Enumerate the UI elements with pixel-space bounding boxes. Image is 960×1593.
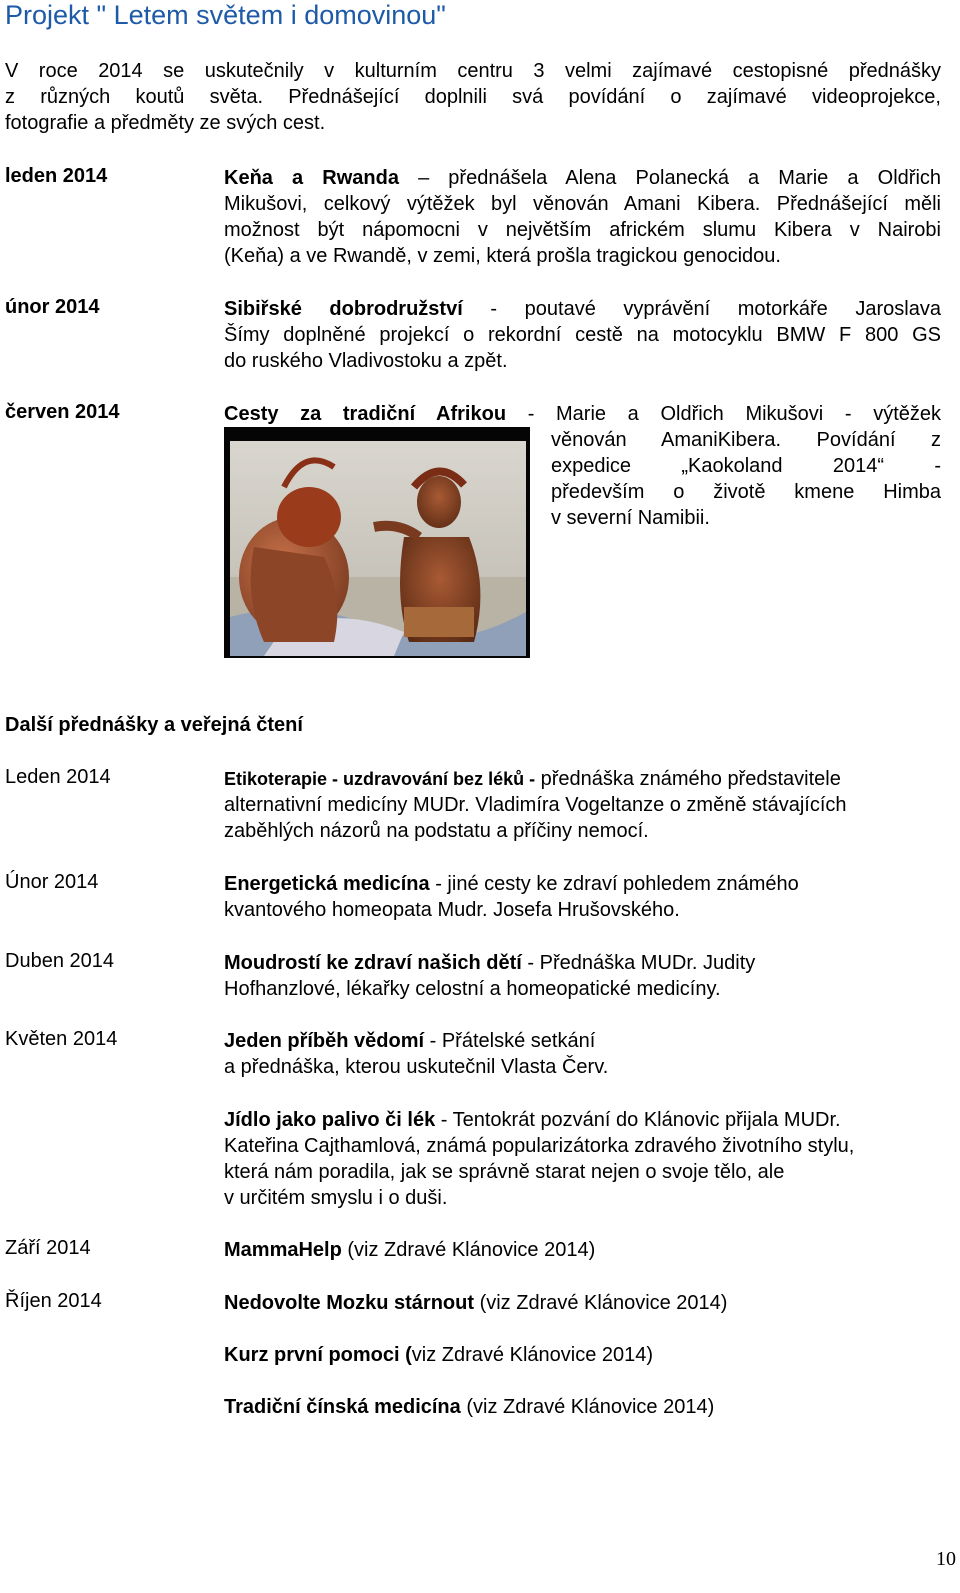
event-text: kvantového homeopata Mudr. Josefa Hrušovského. [224,899,680,921]
event-entry [224,1342,941,1368]
event-text: - Přednáška MUDr. Judity [521,952,756,974]
lecture-text: v severní Namibii. [551,507,710,529]
event-title: Nedovolte Mozku stárnout [224,1292,475,1314]
lecture-date: červen 2014 [5,401,120,423]
lecture-entry [224,165,941,269]
lecture-title: Cesty za tradiční Afrikou [224,403,507,425]
event-text: alternativní medicíny MUDr. Vladimíra Vogeltanze o změně stávajících [224,794,847,816]
lecture-date: únor 2014 [5,296,100,318]
event-text: viz Zdravé Klánovice 2014) [411,1344,654,1366]
event-text: a přednáška, kterou uskutečnil Vlasta Červ. [224,1056,609,1078]
lecture-text: (Keňa) a ve Rwandě, v zemi, která prošla tragickou genocidou. [224,245,781,267]
event-text: Hofhanzlové, lékařky celostní a homeopatické medicíny. [224,978,721,1000]
lecture-text: Šímy doplněné projekcí o rekordní cestě na motocyklu BMW F 800 GS [224,324,941,346]
event-text: (viz Zdravé Klánovice 2014) [474,1292,728,1314]
event-entry [224,1290,941,1316]
himba-photo [224,427,530,658]
lecture-text: do ruského Vladivostoku a zpět. [224,350,508,372]
event-entry [224,1028,941,1080]
event-entry [224,950,941,1002]
event-title: Energetická medicína [224,873,430,895]
event-entry [224,1237,941,1263]
intro-paragraph [5,58,941,136]
event-date: Únor 2014 [5,871,99,893]
event-text: zaběhlých názorů na podstatu a příčiny nemocí. [224,820,649,842]
event-text: přednáška známého představitele [535,768,841,790]
event-text: - Přátelské setkání [424,1030,596,1052]
lecture-text: - Marie a Oldřich Mikušovi - výtěžek [506,403,941,425]
lecture-entry [224,401,941,427]
intro-line: z různých koutů světa. Přednášející doplnili svá povídání o zajímavé videoprojekce, [5,86,941,108]
event-text: která nám poradila, jak se správně starat nejen o svoje tělo, ale [224,1161,785,1183]
event-title: Jídlo jako palivo či lék [224,1109,436,1131]
lecture-text: Mikušovi, celkový výtěžek byl věnován Amani Kibera. Přednášející měli [224,193,941,215]
event-title: Jeden příběh vědomí [224,1030,425,1052]
lecture-text: věnován AmaniKibera. Povídání z [551,429,941,451]
lecture-text: - poutavé vyprávění motorkáře Jaroslava [462,298,941,320]
photo-illustration [224,427,530,658]
lecture-title: Keňa a Rwanda [224,167,399,189]
event-text: (viz Zdravé Klánovice 2014) [460,1396,715,1418]
event-date: Květen 2014 [5,1028,118,1050]
event-title: Moudrostí ke zdraví našich dětí [224,952,522,974]
event-date: Říjen 2014 [5,1290,102,1312]
lecture-entry [224,296,941,374]
event-date: Duben 2014 [5,950,114,972]
lecture-text: expedice „Kaokoland 2014“ - [551,455,941,477]
event-entry [224,871,941,923]
event-entry [224,766,941,844]
event-title: Etikoterapie - uzdravování bez léků - [224,769,536,789]
section-title: Další přednášky a veřejná čtení [5,714,303,736]
event-date: Září 2014 [5,1237,91,1259]
event-text: Kateřina Cajthamlová, známá popularizátorka zdravého životního stylu, [224,1135,855,1157]
page-number: 10 [936,1548,956,1570]
lecture-text: – přednášela Alena Polanecká a Marie a Oldřich [398,167,942,189]
event-date: Leden 2014 [5,766,111,788]
event-text: (viz Zdravé Klánovice 2014) [341,1239,596,1261]
intro-line: fotografie a předměty ze svých cest. [5,112,326,134]
event-text: v určitém smyslu i o duši. [224,1187,448,1209]
page-title: Projekt " Letem světem i domovinou" [5,0,446,30]
lecture-title: Sibiřské dobrodružství [224,298,463,320]
lecture-text: možnost být nápomocni v největším africkém slumu Kibera v Nairobi [224,219,941,241]
event-title: MammaHelp [224,1239,342,1261]
event-text: - Tentokrát pozvání do Klánovic přijala MUDr. [435,1109,841,1131]
event-title: Kurz první pomoci ( [224,1344,412,1366]
intro-line: V roce 2014 se uskutečnily v kulturním centru 3 velmi zajímavé cestopisné přednášky [5,60,941,82]
lecture-date: leden 2014 [5,165,108,187]
event-text: - jiné cesty ke zdraví pohledem známého [429,873,799,895]
lecture-side-text [551,427,941,531]
lecture-text: především o životě kmene Himba [551,481,941,503]
event-entry [224,1394,941,1420]
event-entry [224,1107,941,1211]
event-title: Tradiční čínská medicína [224,1396,461,1418]
